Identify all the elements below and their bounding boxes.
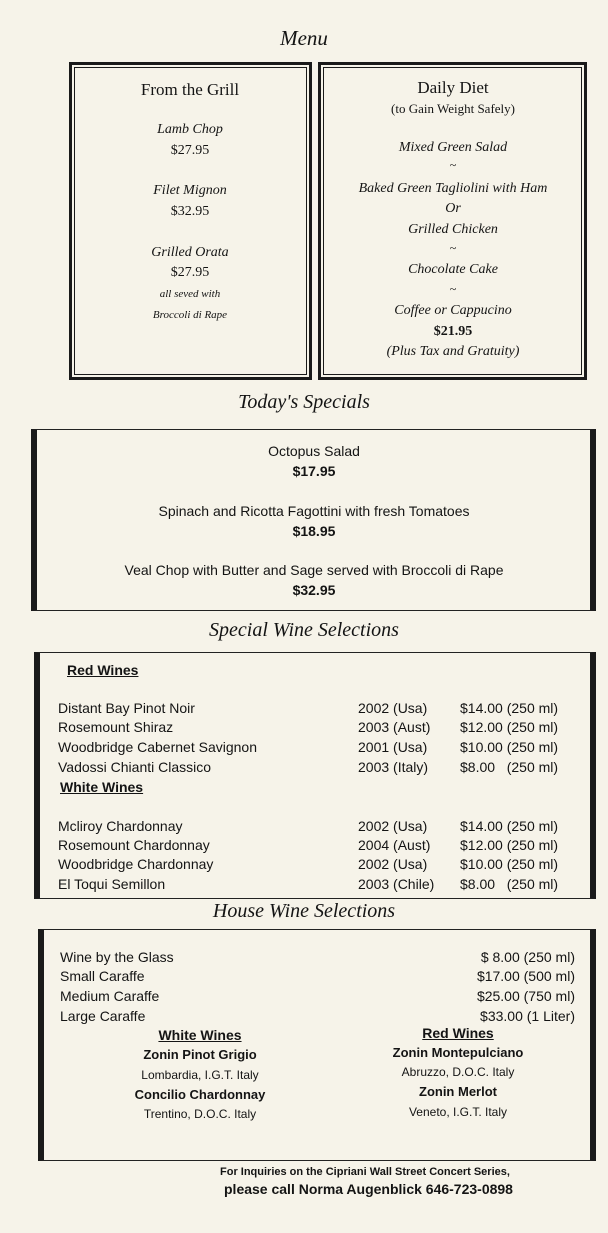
diet-course: Coffee or Cappucino — [394, 303, 512, 318]
house-row — [60, 968, 575, 987]
special-item-name: Spinach and Ricotta Fagottini with fresh Tomatoes — [158, 503, 470, 519]
house-wine-name: Zonin Montepulciano — [392, 1045, 524, 1060]
page-title: Menu — [280, 26, 328, 50]
house-price: $25.00 (750 ml) — [476, 988, 575, 1004]
wine-vintage: 2002 (Usa) — [358, 856, 428, 872]
wine-name: Distant Bay Pinot Noir — [58, 700, 195, 716]
special-item-price: $32.95 — [292, 582, 336, 598]
grill-item-price: $27.95 — [170, 265, 210, 280]
wine-name: Rosemount Shiraz — [58, 719, 174, 735]
wine-price: $12.00 (250 ml) — [460, 719, 559, 735]
wine-name: Mcliroy Chardonnay — [58, 818, 183, 834]
grill-note: Broccoli di Rape — [152, 309, 228, 321]
diet-heading: Daily Diet — [417, 78, 489, 97]
wine-price: $10.00 (250 ml) — [460, 739, 559, 755]
wine-row — [58, 876, 576, 895]
wine-name: El Toqui Semillon — [58, 876, 166, 892]
diet-separator: ~ — [449, 241, 457, 255]
wine-price: $14.00 (250 ml) — [460, 818, 559, 834]
red-wines-heading: Red Wines — [67, 662, 139, 678]
wine-row — [58, 818, 576, 837]
special-item-price: $18.95 — [292, 523, 336, 539]
wine-row — [58, 837, 576, 856]
wine-price: $12.00 (250 ml) — [460, 837, 559, 853]
wine-price: $8.00 (250 ml) — [460, 876, 559, 892]
house-wine-name: Zonin Merlot — [419, 1084, 497, 1099]
house-price: $ 8.00 (250 ml) — [480, 949, 575, 965]
wine-vintage: 2003 (Italy) — [358, 759, 429, 775]
wine-name: Rosemount Chardonnay — [58, 837, 210, 853]
house-name: Large Caraffe — [60, 1008, 146, 1024]
wine-price: $8.00 (250 ml) — [460, 759, 559, 775]
diet-separator: ~ — [449, 158, 457, 172]
grill-note: all seved with — [159, 288, 221, 300]
wine-row — [58, 759, 576, 778]
grill-item-name: Grilled Orata — [151, 245, 229, 260]
house-wine-name: Concilio Chardonnay — [134, 1087, 266, 1102]
wine-price: $14.00 (250 ml) — [460, 700, 559, 716]
wine-name: Woodbridge Chardonnay — [58, 856, 214, 872]
grill-item-name: Lamb Chop — [157, 122, 223, 137]
wine-price: $10.00 (250 ml) — [460, 856, 559, 872]
diet-price: $21.95 — [433, 324, 473, 339]
grill-item-name: Filet Mignon — [153, 183, 227, 198]
house-price: $17.00 (500 ml) — [476, 968, 575, 984]
diet-separator: ~ — [449, 282, 457, 296]
grill-item-price: $27.95 — [170, 143, 210, 158]
wine-vintage: 2003 (Chile) — [358, 876, 435, 892]
wine-name: Woodbridge Cabernet Savignon — [58, 739, 257, 755]
footer-line2: please call Norma Augenblick 646-723-0898 — [224, 1181, 513, 1197]
house-row — [60, 988, 575, 1007]
house-row — [60, 949, 575, 968]
wine-row — [58, 739, 576, 758]
wine-row — [58, 700, 576, 719]
house-wine-name: Zonin Pinot Grigio — [143, 1047, 257, 1062]
footer-line1: For Inquiries on the Cipriani Wall Street Concert Series, — [220, 1166, 510, 1178]
grill-item-price: $32.95 — [170, 204, 210, 219]
house-wine-origin: Lombardia, I.G.T. Italy — [141, 1068, 259, 1082]
house-name: Small Caraffe — [60, 968, 145, 984]
diet-course: Chocolate Cake — [408, 262, 498, 277]
wine-vintage: 2002 (Usa) — [358, 700, 428, 716]
wine-vintage: 2001 (Usa) — [358, 739, 428, 755]
house-white-heading: White Wines — [158, 1027, 242, 1043]
wine-row — [58, 719, 576, 738]
diet-note: (Plus Tax and Gratuity) — [386, 344, 520, 359]
house-wine-origin: Veneto, I.G.T. Italy — [408, 1105, 508, 1119]
wine-vintage: 2002 (Usa) — [358, 818, 428, 834]
wine-name: Vadossi Chianti Classico — [58, 759, 212, 775]
special-item-name: Veal Chop with Butter and Sage served with Broccoli di Rape — [124, 562, 504, 578]
house-name: Wine by the Glass — [60, 949, 174, 965]
wine-vintage: 2003 (Aust) — [358, 719, 431, 735]
diet-course: Grilled Chicken — [408, 222, 498, 237]
house-wine-origin: Abruzzo, D.O.C. Italy — [401, 1065, 515, 1079]
special-item-name: Octopus Salad — [268, 443, 360, 459]
house-name: Medium Caraffe — [60, 988, 160, 1004]
house-price: $33.00 (1 Liter) — [480, 1008, 575, 1024]
white-wines-heading: White Wines — [60, 779, 144, 795]
wine-row — [58, 856, 576, 875]
house-wine-origin: Trentino, D.O.C. Italy — [143, 1107, 257, 1121]
diet-course: Mixed Green Salad — [398, 140, 508, 155]
special-wines-heading: Special Wine Selections — [209, 619, 399, 641]
diet-course-or: Or — [445, 201, 461, 216]
diet-subheading: (to Gain Weight Safely) — [391, 101, 515, 116]
wine-vintage: 2004 (Aust) — [358, 837, 431, 853]
special-item-price: $17.95 — [292, 463, 336, 479]
specials-heading: Today's Specials — [238, 391, 370, 413]
grill-heading: From the Grill — [140, 80, 240, 99]
house-wines-heading: House Wine Selections — [212, 900, 396, 922]
house-red-heading: Red Wines — [422, 1025, 494, 1041]
grill-box — [69, 62, 312, 380]
diet-course: Baked Green Tagliolini with Ham — [358, 181, 548, 196]
